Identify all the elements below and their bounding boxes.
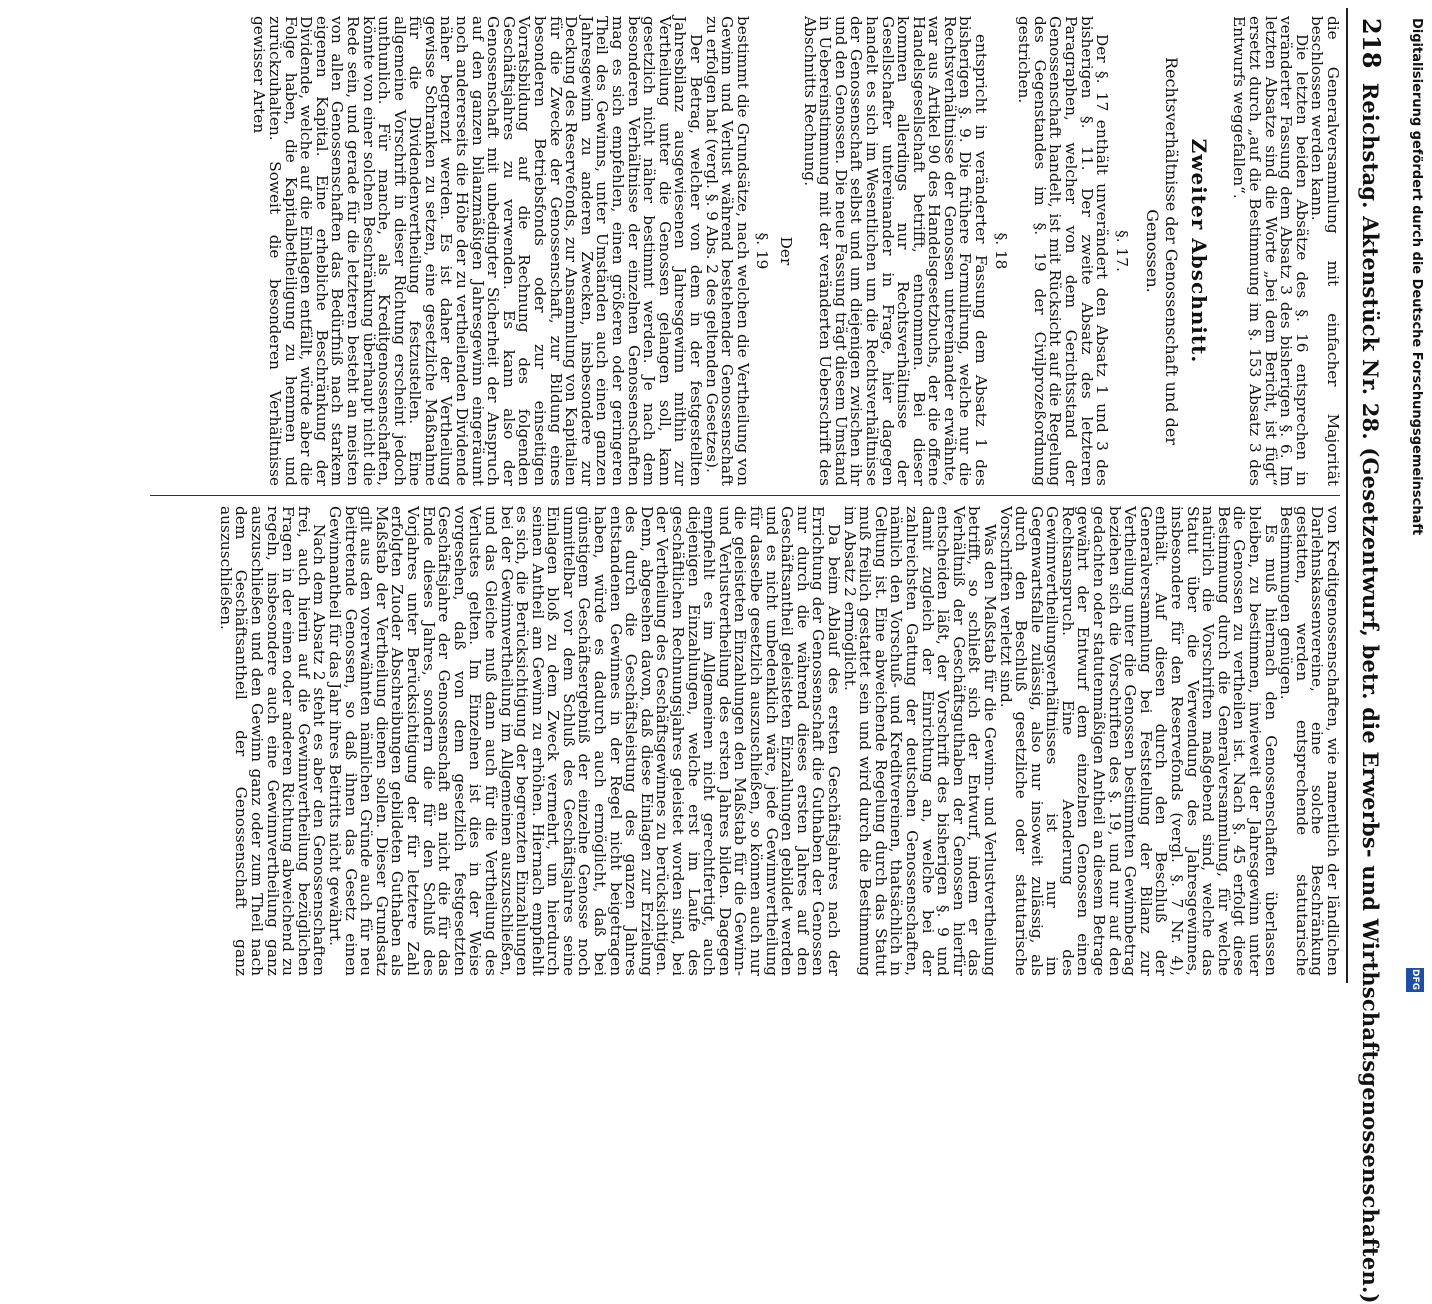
column-divider: [150, 495, 1340, 496]
page-number: 218: [1357, 18, 1386, 69]
header-rule: [1346, 8, 1348, 983]
rotated-page-wrapper: [136, 8, 1386, 1304]
catchword: Der: [776, 236, 795, 266]
dfg-logo: DFG: [1406, 968, 1424, 992]
document-page: [136, 8, 1386, 1304]
section-subtitle: Rechtsverhältnisse der Genossenschaft und der Genossen.: [1142, 57, 1181, 445]
left-text-column: [150, 16, 1340, 486]
text-paragraph: Da beim Ablauf des ersten Geschäftsjahres nach der Errichtung der Genossenschaft die Guthaben der Genossen nur durch die während dieses ersten Jahres auf den Geschäftsantheil geleisteten Einzahlungen gebildet werden und es nicht unbedenklich wäre, jede Gewinnvertheilung für dasselbe gesetzlich auszuschließen, so können auch nur die geleisteten Einzahlungen den Maßstab für die Gewinn- und Verlustvertheilung des ersten Jahres bilden. Dagegen empfiehlt es im Allgemeinen nicht gerechtfertigt, auch diejenigen Einzahlungen, welche erst im Laufe des geschäftlichen Rechnungsjahres geleistet worden sind, bei der Vertheilung des Geschäftsgewinnes zu berücksichtigen. Denn, abgesehen davon, daß diese Einlagen zur Erzielung des durch die Geschäftsleistung des ganzen Jahres entstandenen Gewinnes in der Regel nicht beigetragen haben, würde es dadurch auch ermöglicht, daß bei günstigem Geschäftsergebniß der einzelne Genosse noch unmittelbar vor dem Schluß des Geschäftsjahres seine Einlagen bloß zu dem Zweck vermehrt, um hierdurch seinen Antheil am Gewinn zu erhöhen. Hiernach empfiehlt es sich, die Berücksichtigung der begrenzten Einzahlungen bei der Gewinnvertheilung im Allgemeinen auszuschließen, und das Gleiche muß dann auch für die Vertheilung des Verlustes gelten. Im Einzelnen ist dies in der Weise vorgesehen, daß von dem gesetzlich festgesetzten Geschäftsjahre der Genossenschaft an nicht die für das Ende dieses Jahres, sondern die für den Schluß des Vorjahres unter Berücksichtigung der für letztere Zahl erfolgten Zuoder Abschreibungen gebildeten Guthaben als Maßstab der Vertheilung dienen sollen. Dieser Grundsatz gilt aus den vorerwähnten nämlichen Gründe auch für neu beitretende Genossen, so daß ihnen das Gesetz einen Gewinnantheil für das Jahr ihres Beitritts nicht gewährt.: [326, 506, 843, 976]
text-paragraph: Der Betrag, welcher von dem in der festgestellten Jahresbilanz ausgewiesenen Jahresgewinn mithin zur Vertheilung unter die Genossen gelangen soll, kann gesetzlich nicht näher bestimmt werden. Je nach dem besonderen Verhältnisse der einzelnen Genossenschaften mag es sich empfehlen, einen größeren oder geringeren Theil des Gewinns, unter Umständen auch einen ganzen Jahresgewinn zu anderen Zwecken, insbesondere zur Deckung des Reservefonds, zur Ansammlung von Kapitalien für die Zwecke der Genossenschaft, zur Bildung eines besonderen Betriebsfonds oder zur einseitigen Vorratsbildung auf die Rechnung des folgenden Geschäftsjahres zu verwenden. Es kann also der Genossenschaft mit unbedingter Sicherheit der Anspruch auf den ganzen bilanzmäßigen Jahresgewinn eingeräumt noch andererseits die Höhe der zu vertheilenden Dividende näher begrenzt werden. Es ist daher der Vertheilung gewisse Schranken zu setzen, eine gesetzliche Maßnahme für die Dividendenvertheilung festzustellen. Eine allgemeine Vorschrift in dieser Richtung erscheint jedoch unthunlich. Für manche, als Kreditgenossenschaften, könnte von einer solchen Beschränkung überhaupt nicht die Rede sein, und gerade für die letzteren besteht an meisten von allen Genossenschaften das Bedürfniß nach starkem eigenen Kapital. Eine erhebliche Beschränkung der Dividende, welche auf die Einlagen entfällt, würde aber die Folge haben, die Kapitalbetheiligung zu hemmen und zurückzuhalten. Soweit die besonderen Verhältnisse gewisser Arten: [250, 16, 705, 486]
text-paragraph: die Generalversammlung mit einfacher Majorität beschlossen werden kann.: [1308, 16, 1342, 486]
text-paragraph: Was den Maßstab für die Gewinn- und Verlustvertheilung betrifft, so schließt sich der Entwurf, indem er das Verhältniß der Geschäftsguthaben der Genossen hierfür entscheiden läßt, der Vorschrift des bisherigen §. 9 und damit zugleich der Einrichtung an, welche bei der zahlreichsten Gattung der deutschen Genossenschaften, nämlich den Vorschuß- und Kreditvereinen, thatsächlich in Geltung ist. Eine abweichende Regelung durch das Statut muß freilich gestattet sein und wird durch die Bestimmung im Absatz 2 ermöglicht.: [840, 506, 999, 976]
text-paragraph: bestimmt die Grundsätze, nach welchen die Vertheilung von Gewinn und Verlust während bestehender Genossenschaft zu erfolgen hat (vergl. §. 9 Abs. 2 des geltenden Gesetzes).: [702, 16, 752, 486]
text-paragraph: Die letzten beiden Absätze des §. 16 entsprechen in veränderter Fassung dem Absatz 3 des bisherigen §. 6. Im letzten Absatze sind die Worte „bei dem Bericht, ist fügt“ ersetzt durch „auf die Bestimmung im §. 153 Absatz 3 des Entwurfs weggefallen“.: [1230, 16, 1311, 486]
text-paragraph: entspricht in veränderter Fassung dem Absatz 1 des bisherigen §. 9. Die frühere Formulirung, welche nur die Rechtsverhältnisse der Genossen untereinander erwähnte, war aus Artikel 90 des Handelsgesetzbuchs, der die offene Handelsgesellschaft betrifft, entnommen. Bei dieser kommen allerdings nur Rechtsverhältnisse der Gesellschafter untereinander in Frage, hier dagegen handelt es sich im Wesentlichen um die Rechtsverhältnisse der Genossenschaft selbst und um diejenigen zwischen ihr und den Genossen. Die neue Fassung trägt diesem Umstand in Uebereinstimmung mit der veränderten Ueberschrift des Abschnitts Rechnung.: [800, 16, 991, 486]
running-title: Reichstag. Aktenstück Nr. 28. (Gesetzentwurf, betr. die Erwerbs- und Wirthschaftsgenossenschaften.): [1358, 82, 1383, 1304]
text-paragraph: Der §. 17 enthält unverändert den Absatz 1 und 3 des bisherigen §. 11. Der zweite Absatz des letzteren Paragraphen, welcher von dem Gerichtsstand der Genossenschaft handelt, ist mit Rücksicht auf die Regelung des Gegenstandes im §. 19 der Civilprozeßordnung gestrichen.: [1015, 16, 1112, 486]
right-text-column: [150, 506, 1340, 976]
paragraph-heading: §. 18: [991, 232, 1010, 270]
text-paragraph: Es muß hiernach den Genossenschaften überlassen bleiben, zu bestimmen, inwieweit der Jahresgewinn unter die Genossen zu vertheilen ist. Nach §. 45 erfolgt diese Bestimmung durch die Generalversammlung, für welche natürlich die Vorschriften maßgebend sind, welche das Statut über die Verwendung des Jahresgewinnes, insbesondere für den Reservefonds (vergl. §. 7 Nr. 4), enthält. Auf diesen durch den Beschluß der Generalversammlung bei Feststellung der Bilanz zur Vertheilung unter die Genossen bestimmten Gewinnbetrag beziehen sich die Vorschriften des §. 19, und nur auf den gedachten oder statutenmäßigen Antheil an diesem Betrage gewährt der Entwurf dem einzelnen Genossen einen Rechtsanspruch. Eine Aenderung des Gewinnvertheilungsverhältnisses ist nur im Gegenwartsfalle zulässig, also nur insoweit zulässig, als durch den Beschluß gesetzliche oder statutarische Vorschriften verletzt sind.: [996, 506, 1280, 976]
text-paragraph: von Kreditgenossenschaften, wie namentlich der ländlichen Darlehnskassenvereine, eine solche Beschränkung gestatten, werden entsprechende statutarische Bestimmungen genügen.: [1277, 506, 1342, 976]
paragraph-heading: §. 19: [753, 232, 772, 270]
section-title: Zweiter Abschnitt.: [1186, 138, 1211, 364]
digitization-credit: [1404, 18, 1428, 998]
running-header: [1352, 18, 1386, 1304]
digitization-credit-text: Digitalisierung gefördert durch die Deutsche Forschungsgemeinschaft: [1409, 18, 1424, 536]
text-paragraph: Nach dem Absatz 2 steht es aber den Genossenschaften frei, auch hierin auf die Gewinnvertheilung bezüglichen Fragen in der einen oder anderen Richtung abweichend zu regeln, insbesondere auch eine Gewinnvertheilung ganz auszuschließen und den Gewinn ganz oder zum Theil nach dem Geschäftsantheil der Genossenschaft ganz auszuschließen.: [216, 506, 329, 976]
paragraph-heading: §. 17.: [1112, 230, 1131, 272]
